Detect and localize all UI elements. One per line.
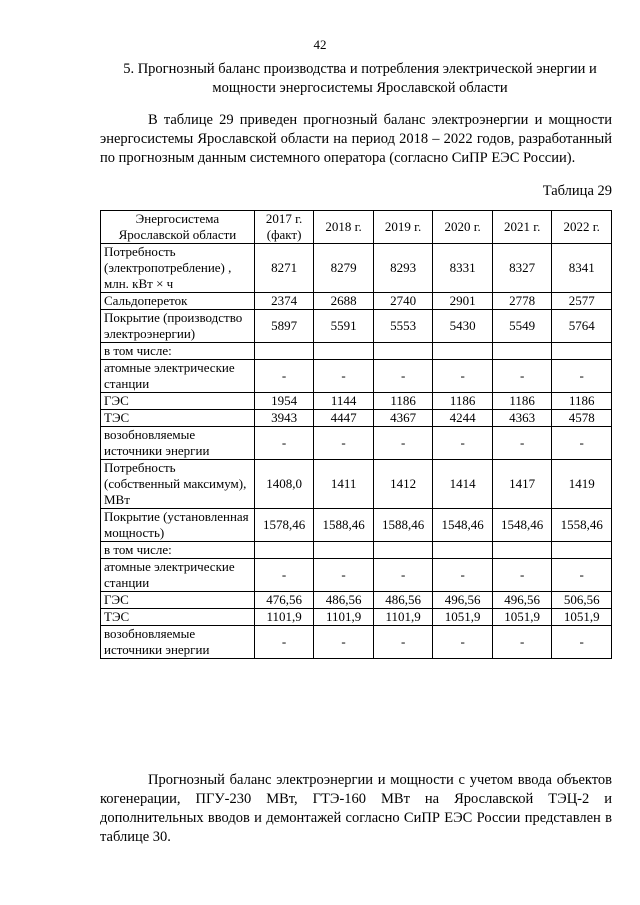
table-cell: 2577 xyxy=(552,293,612,310)
intro-paragraph: В таблице 29 приведен прогнозный баланс электроэнергии и мощности энергосистемы Ярославской области на период 2018 – 2022 годов, разработанный по прогнозным данным системного оператора (согласно СиПР ЕЭС России). xyxy=(100,112,612,166)
table-row xyxy=(101,310,612,343)
table-cell: 1414 xyxy=(433,460,493,509)
table-cell xyxy=(314,343,374,360)
table-cell: 5430 xyxy=(433,310,493,343)
table-row xyxy=(101,626,612,659)
row-label: в том числе: xyxy=(101,542,255,559)
table-cell xyxy=(254,542,314,559)
table-cell: - xyxy=(552,626,612,659)
section-heading: 5. Прогнозный баланс производства и потребления электрической энергии и мощности энергосистемы Ярославской области xyxy=(123,61,597,96)
table-cell: - xyxy=(492,626,552,659)
table-cell: - xyxy=(433,626,493,659)
table-cell: - xyxy=(552,427,612,460)
table-cell: - xyxy=(433,427,493,460)
table-cell: - xyxy=(254,360,314,393)
table-cell: 8271 xyxy=(254,244,314,293)
table-cell: 1101,9 xyxy=(254,609,314,626)
table-cell: 8341 xyxy=(552,244,612,293)
table-row xyxy=(101,244,612,293)
table-row xyxy=(101,592,612,609)
row-label: атомные электрические станции xyxy=(101,360,255,393)
header-cell: 2022 г. xyxy=(552,211,612,244)
table-cell: 8279 xyxy=(314,244,374,293)
table-cell: 1051,9 xyxy=(492,609,552,626)
table-cell: 1411 xyxy=(314,460,374,509)
table-cell: 1417 xyxy=(492,460,552,509)
table-row xyxy=(101,343,612,360)
row-label: возобновляемые источники энергии xyxy=(101,626,255,659)
table-cell: - xyxy=(373,360,433,393)
table-cell: 1588,46 xyxy=(314,509,374,542)
table-cell xyxy=(492,542,552,559)
table-cell: 5591 xyxy=(314,310,374,343)
table-cell: - xyxy=(314,427,374,460)
table-cell: 1954 xyxy=(254,393,314,410)
table-cell: 5549 xyxy=(492,310,552,343)
table-row xyxy=(101,360,612,393)
table-cell: 1419 xyxy=(552,460,612,509)
table-cell: 5897 xyxy=(254,310,314,343)
table-cell: - xyxy=(314,360,374,393)
table-cell: 2778 xyxy=(492,293,552,310)
table-cell: 1548,46 xyxy=(433,509,493,542)
table-cell: 5764 xyxy=(552,310,612,343)
table-cell: 2901 xyxy=(433,293,493,310)
table-cell: - xyxy=(492,427,552,460)
table-cell: 1186 xyxy=(373,393,433,410)
table-cell: 476,56 xyxy=(254,592,314,609)
table-cell: 506,56 xyxy=(552,592,612,609)
closing-paragraph: Прогнозный баланс электроэнергии и мощности с учетом ввода объектов когенерации, ПГУ-230 МВт, ГТЭ-160 МВт на Ярославской ТЭЦ-2 и дополнительных вводов и демонтажей согласно СиПР ЕЭС России представлен в таблице 30. xyxy=(100,772,612,845)
table-cell: 496,56 xyxy=(492,592,552,609)
table-caption: Таблица 29 xyxy=(542,183,612,199)
table-row xyxy=(101,410,612,427)
table-cell: 4367 xyxy=(373,410,433,427)
table-row xyxy=(101,393,612,410)
header-cell: Энергосистема Ярославской области xyxy=(101,211,255,244)
table-row xyxy=(101,509,612,542)
table-cell: - xyxy=(433,559,493,592)
table-cell: 2374 xyxy=(254,293,314,310)
table-cell: 1051,9 xyxy=(552,609,612,626)
table-header-row xyxy=(101,211,612,244)
table-cell xyxy=(373,343,433,360)
table-cell: 3943 xyxy=(254,410,314,427)
table-cell xyxy=(433,343,493,360)
table-cell: 496,56 xyxy=(433,592,493,609)
header-cell: 2019 г. xyxy=(373,211,433,244)
table-cell: 1548,46 xyxy=(492,509,552,542)
table-cell: - xyxy=(254,559,314,592)
row-label: ТЭС xyxy=(101,410,255,427)
row-label: Покрытие (производство электроэнергии) xyxy=(101,310,255,343)
table-cell: 1101,9 xyxy=(314,609,374,626)
row-label: Покрытие (установленная мощность) xyxy=(101,509,255,542)
table-row xyxy=(101,427,612,460)
row-label: в том числе: xyxy=(101,343,255,360)
table-cell: 1588,46 xyxy=(373,509,433,542)
row-label: ГЭС xyxy=(101,592,255,609)
header-cell: 2020 г. xyxy=(433,211,493,244)
table-cell: 4363 xyxy=(492,410,552,427)
table-cell xyxy=(492,343,552,360)
table-cell: 8327 xyxy=(492,244,552,293)
row-label: Потребность (собственный максимум), МВт xyxy=(101,460,255,509)
table-cell xyxy=(552,542,612,559)
table-cell: 1558,46 xyxy=(552,509,612,542)
table-cell: 1186 xyxy=(433,393,493,410)
header-cell: 2018 г. xyxy=(314,211,374,244)
row-label: атомные электрические станции xyxy=(101,559,255,592)
table-cell: - xyxy=(373,559,433,592)
table-cell: - xyxy=(314,626,374,659)
table-cell: - xyxy=(314,559,374,592)
table-cell: 4578 xyxy=(552,410,612,427)
table-cell: 2688 xyxy=(314,293,374,310)
row-label: ГЭС xyxy=(101,393,255,410)
table-cell: 486,56 xyxy=(373,592,433,609)
table-cell: 486,56 xyxy=(314,592,374,609)
table-cell xyxy=(254,343,314,360)
table-cell xyxy=(314,542,374,559)
table-cell: 1186 xyxy=(552,393,612,410)
table-cell: 1101,9 xyxy=(373,609,433,626)
table-cell xyxy=(373,542,433,559)
table-cell: 8293 xyxy=(373,244,433,293)
balance-table xyxy=(100,210,612,659)
row-label: ТЭС xyxy=(101,609,255,626)
table-row xyxy=(101,542,612,559)
header-cell: 2017 г. (факт) xyxy=(254,211,314,244)
table-cell: - xyxy=(373,626,433,659)
table-cell: - xyxy=(492,360,552,393)
table-cell: 1051,9 xyxy=(433,609,493,626)
table-row xyxy=(101,559,612,592)
table-cell: 5553 xyxy=(373,310,433,343)
table-cell: - xyxy=(433,360,493,393)
table-row xyxy=(101,293,612,310)
row-label: Сальдопереток xyxy=(101,293,255,310)
table-cell: 2740 xyxy=(373,293,433,310)
table-cell: 1144 xyxy=(314,393,374,410)
table-cell: - xyxy=(373,427,433,460)
table-row xyxy=(101,460,612,509)
table-cell: - xyxy=(254,626,314,659)
table-cell xyxy=(552,343,612,360)
header-cell: 2021 г. xyxy=(492,211,552,244)
table-cell: - xyxy=(492,559,552,592)
row-label: Потребность (электропотребление) , млн. кВт × ч xyxy=(101,244,255,293)
table-cell: - xyxy=(254,427,314,460)
table-cell: 1412 xyxy=(373,460,433,509)
table-cell xyxy=(433,542,493,559)
table-cell: 8331 xyxy=(433,244,493,293)
row-label: возобновляемые источники энергии xyxy=(101,427,255,460)
table-cell: - xyxy=(552,360,612,393)
table-cell: 1578,46 xyxy=(254,509,314,542)
table-cell: 1186 xyxy=(492,393,552,410)
table-cell: 4244 xyxy=(433,410,493,427)
page-number: 42 xyxy=(313,37,327,52)
table-cell: - xyxy=(552,559,612,592)
table-cell: 4447 xyxy=(314,410,374,427)
table-cell: 1408,0 xyxy=(254,460,314,509)
table-row xyxy=(101,609,612,626)
